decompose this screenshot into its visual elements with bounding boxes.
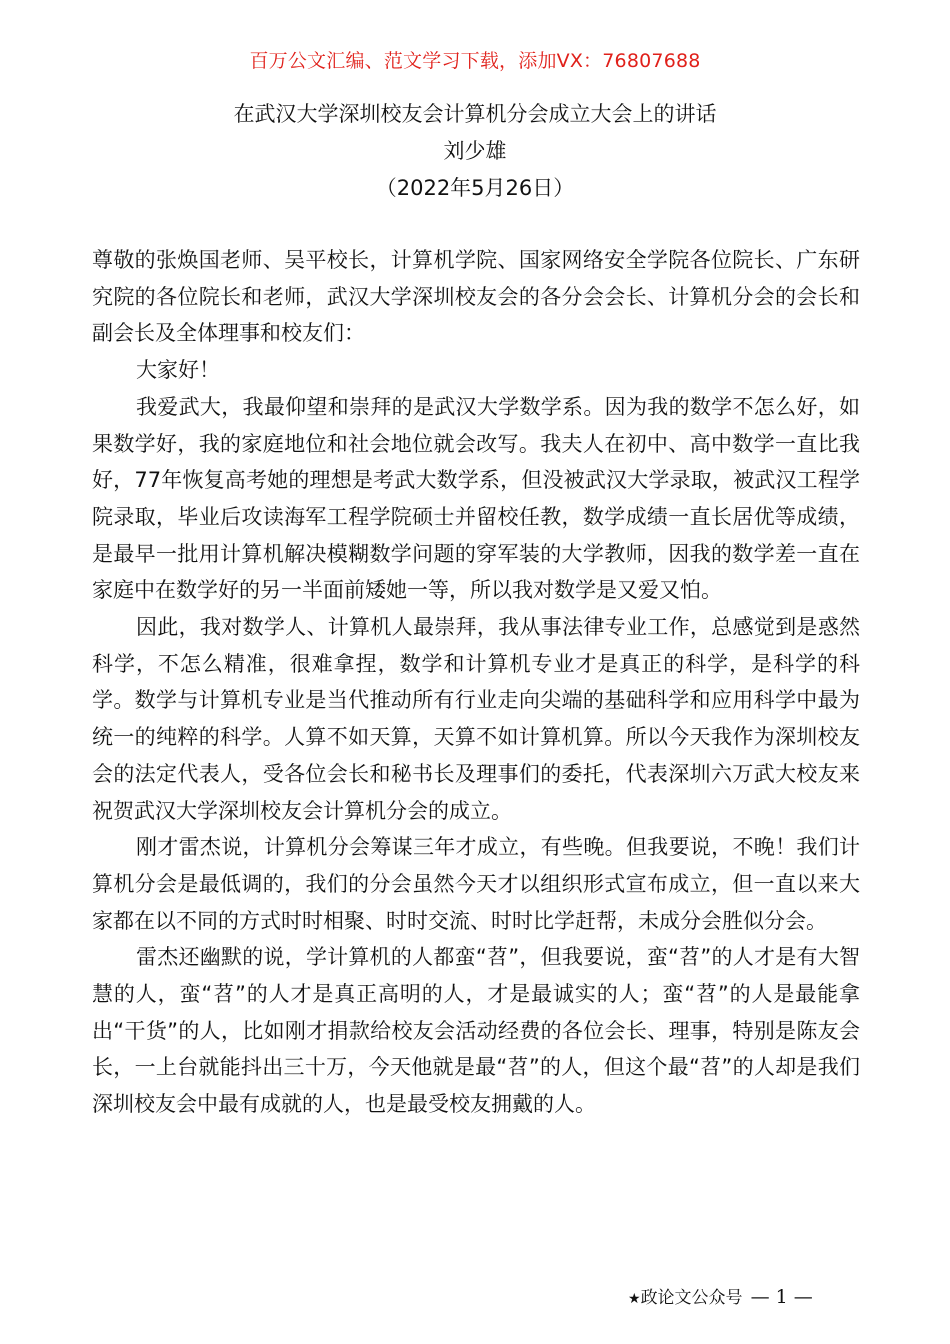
footer-source: 政论文公众号 — [640, 1288, 743, 1308]
page-number: — 1 — — [750, 1286, 813, 1308]
paragraph-greeting: 大家好！ — [136, 358, 220, 383]
salutation: 尊敬的张焕国老师、吴平校长，计算机学院、国家网络安全学院各位院长、广东研究院的各位院长和老师，武汉大学深圳校友会的各分会会长、计算机分会的会长和副会长及全体理事和校友们： — [92, 248, 860, 346]
watermark-banner: 百万公文汇编、范文学习下载，添加VX：76807688 — [249, 50, 701, 72]
page-footer — [628, 1283, 813, 1308]
title-block — [0, 96, 950, 207]
paragraph: 因此，我对数学人、计算机人最崇拜，我从事法律专业工作，总感觉到是惑然科学，不怎么精准，很难拿捏，数学和计算机专业才是真正的科学，是科学的科学。数学与计算机专业是当代推动所有行业走向尖端的基础科学和应用科学中最为统一的纯粹的科学。人算不如天算，天算不如计算机算。所以今天我作为深圳校友会的法定代表人，受各位会长和秘书长及理事们的委托，代表深圳六万武大校友来祝贺武汉大学深圳校友会计算机分会的成立。 — [92, 615, 860, 823]
paragraph: 我爱武大，我最仰望和崇拜的是武汉大学数学系。因为我的数学不怎么好，如果数学好，我的家庭地位和社会地位就会改写。我夫人在初中、高中数学一直比我好，77年恢复高考她的理想是考武大数学系，但没被武汉大学录取，被武汉工程学院录取，毕业后攻读海军工程学院硕士并留校任教，数学成绩一直长居优等成绩，是最早一批用计算机解决模糊数学问题的穿军装的大学教师，因我的数学差一直在家庭中在数学好的另一半面前矮她一等，所以我对数学是又爱又怕。 — [92, 394, 860, 603]
paragraph: 雷杰还幽默的说，学计算机的人都蛮“苕”，但我要说，蛮“苕”的人才是有大智慧的人，蛮“苕”的人才是真正高明的人，才是最诚实的人；蛮“苕”的人是最能拿出“干货”的人，比如刚才捐款给校友会活动经费的各位会长、理事，特别是陈友会长，一上台就能抖出三十万，今天他就是最“苕”的人，但这个最“苕”的人却是我们深圳校友会中最有成就的人，也是最受校友拥戴的人。 — [92, 945, 860, 1117]
document-author: 刘少雄 — [443, 139, 507, 163]
star-icon: ★ — [628, 1291, 641, 1307]
document-date: （2022年5月26日） — [375, 176, 575, 200]
document-body — [92, 242, 860, 1123]
paragraph: 刚才雷杰说，计算机分会筹谋三年才成立，有些晚。但我要说，不晚！我们计算机分会是最低调的，我们的分会虽然今天才以组织形式宣布成立，但一直以来大家都在以不同的方式时时相聚、时时交流、时时比学赶帮，未成分会胜似分会。 — [92, 835, 860, 933]
document-title: 在武汉大学深圳校友会计算机分会成立大会上的讲话 — [233, 102, 717, 126]
